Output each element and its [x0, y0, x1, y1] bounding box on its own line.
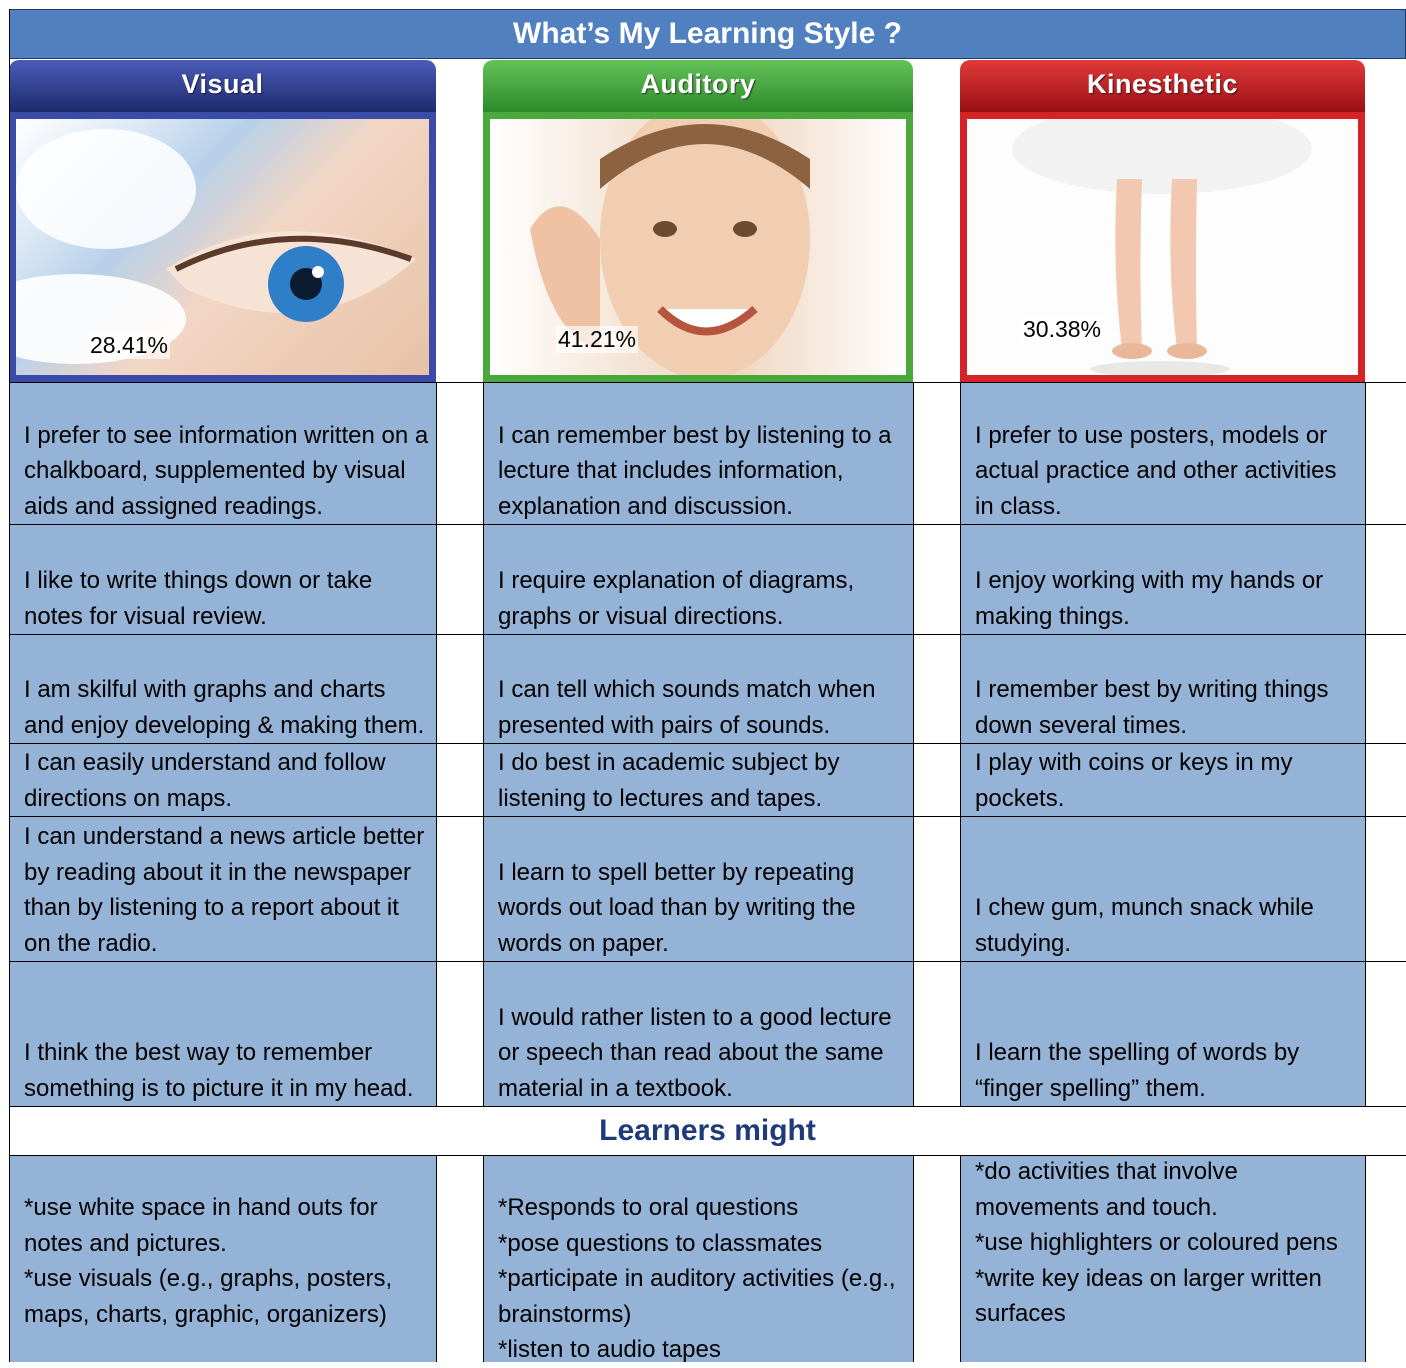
table-row: I do best in academic subject by listening to lectures and tapes. — [484, 744, 913, 816]
list-item: *pose questions to classmates — [498, 1229, 823, 1257]
list-item: *use highlighters or coloured pens — [975, 1229, 1338, 1256]
divider — [960, 382, 961, 1106]
divider — [913, 382, 914, 1106]
learners-visual — [10, 1156, 436, 1362]
visual-panel — [9, 60, 436, 382]
divider — [913, 1155, 914, 1362]
table-row: I can remember best by listening to a lecture that includes information, explanation and discussion. — [484, 383, 913, 524]
divider — [9, 9, 10, 1362]
divider — [9, 524, 1406, 525]
kinesthetic-header: Kinesthetic — [960, 60, 1365, 112]
section-heading: Learners might — [9, 1107, 1406, 1155]
list-item: *Responds to oral questions — [498, 1194, 799, 1221]
auditory-header: Auditory — [483, 60, 913, 112]
divider — [436, 1155, 437, 1362]
divider — [9, 1106, 1406, 1107]
table-row: I prefer to use posters, models or actual practice and other activities in class. — [961, 383, 1365, 524]
table-row: I learn to spell better by repeating words out load than by writing the words on paper. — [484, 817, 913, 961]
eye-icon — [16, 119, 429, 382]
list-item: *do activities that involve movements and touch. — [975, 1158, 1238, 1221]
divider — [9, 816, 1406, 817]
divider — [1365, 382, 1366, 1106]
visual-percent: 28.41% — [90, 332, 169, 358]
learners-kinesthetic — [961, 1156, 1365, 1362]
auditory-percent: 41.21% — [558, 326, 637, 352]
table-row: I play with coins or keys in my pockets. — [961, 744, 1365, 816]
table-row: I require explanation of diagrams, graphs or visual directions. — [484, 525, 913, 634]
table-row: I remember best by writing things down several times. — [961, 635, 1365, 743]
kinesthetic-percent: 30.38% — [1023, 316, 1102, 342]
auditory-image — [483, 112, 913, 382]
visual-header: Visual — [9, 60, 436, 112]
divider — [9, 743, 1406, 744]
divider — [483, 382, 484, 1106]
table-row: I would rather listen to a good lecture or speech than read about the same material in a textbook. — [484, 962, 913, 1106]
list-item: *participate in auditory activities (e.g., brainstorms) — [498, 1265, 896, 1328]
page-title: What’s My Learning Style ? — [9, 9, 1406, 59]
list-item: *listen to audio tapes — [498, 1336, 721, 1363]
visual-image — [9, 112, 436, 382]
kinesthetic-panel — [960, 60, 1365, 382]
list-item: *use white space in hand outs for notes and pictures. — [24, 1194, 378, 1257]
divider — [960, 1155, 961, 1362]
table-row: I am skilful with graphs and charts and enjoy developing & making them. — [10, 635, 436, 743]
list-item: *use visuals (e.g., graphs, posters, maps, charts, graphic, organizers) — [24, 1265, 393, 1328]
divider — [9, 961, 1406, 962]
table-row: I can easily understand and follow directions on maps. — [10, 744, 436, 816]
table-row: I think the best way to remember something is to picture it in my head. — [10, 962, 436, 1106]
divider — [483, 1155, 484, 1362]
divider — [9, 382, 1406, 383]
auditory-panel — [483, 60, 913, 382]
divider — [436, 382, 437, 1106]
table-row: I like to write things down or take notes for visual review. — [10, 525, 436, 634]
table-row: I chew gum, munch snack while studying. — [961, 817, 1365, 961]
divider — [9, 634, 1406, 635]
divider — [1365, 1155, 1366, 1362]
divider — [9, 1155, 1406, 1156]
learners-auditory — [484, 1156, 913, 1362]
list-item: *write key ideas on larger written surfaces — [975, 1264, 1322, 1327]
table-row: I learn the spelling of words by “finger spelling” them. — [961, 962, 1365, 1106]
table-row: I can understand a news article better by reading about it in the newspaper than by listening to a report about it on the radio. — [10, 817, 436, 961]
listening-girl-icon — [490, 119, 906, 382]
table-row: I prefer to see information written on a chalkboard, supplemented by visual aids and assigned readings. — [10, 383, 436, 524]
table-row: I enjoy working with my hands or making things. — [961, 525, 1365, 634]
table-row: I can tell which sounds match when presented with pairs of sounds. — [484, 635, 913, 743]
